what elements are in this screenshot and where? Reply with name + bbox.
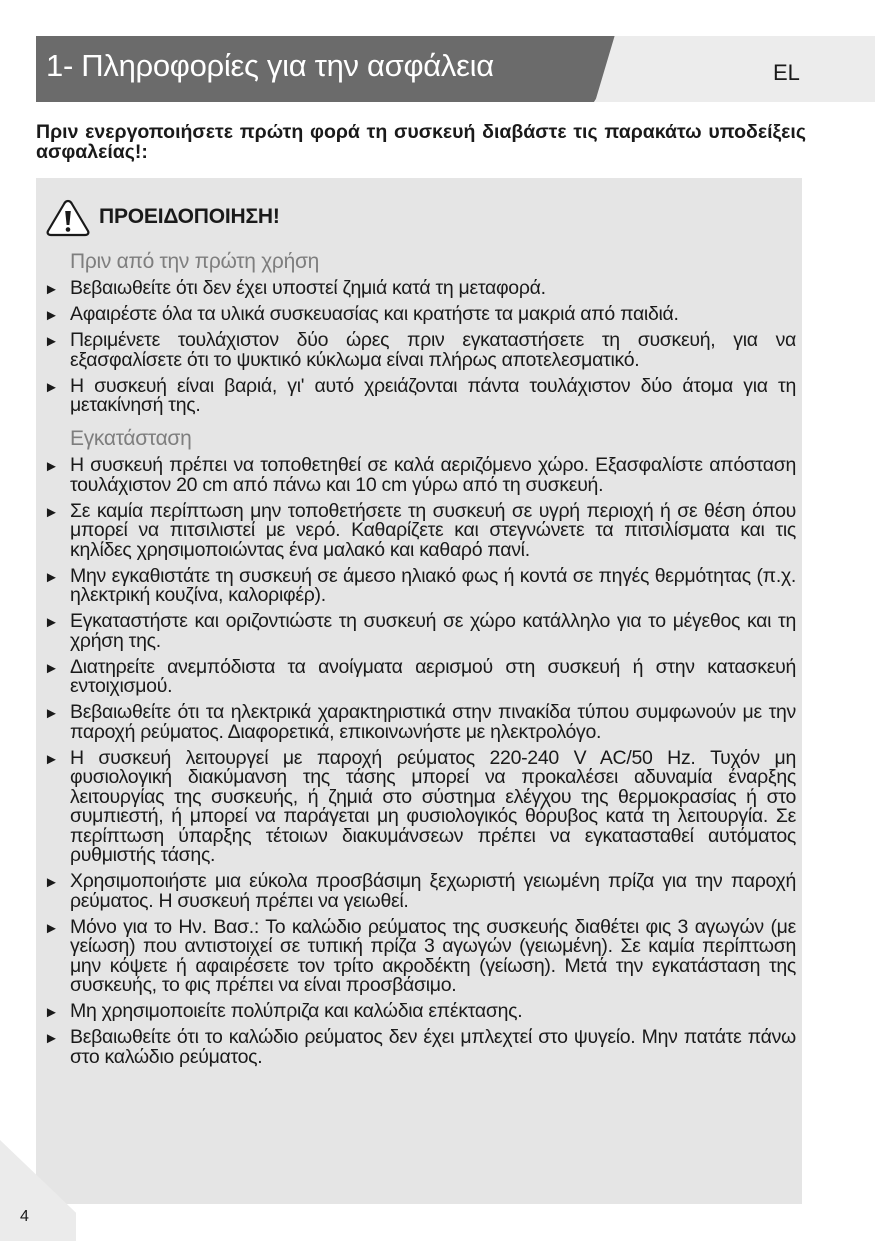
intro-text: Πριν ενεργοποιήσετε πρώτη φορά τη συσκευή διαβάστε τις παρακάτω υποδείξεις ασφαλείας!:: [36, 121, 806, 163]
warning-title: ΠΡΟΕΙΔΟΠΟΙΗΣΗ!: [99, 205, 280, 228]
list-item: ► Η συσκευή πρέπει να τοποθετηθεί σε καλά αεριζόμενο χώρο. Εξασφαλίστε απόσταση τουλάχιστον 20 cm από πάνω και 10 cm γύρω από τη συσκευή.: [44, 456, 796, 495]
section-heading-before-first-use: Πριν από την πρώτη χρήση: [70, 250, 319, 273]
list-item: ► Διατηρείτε ανεμπόδιστα τα ανοίγματα αερισμού στη συσκευή ή στην κατασκευή εντοιχισμού.: [44, 658, 796, 697]
list-item: ► Περιμένετε τουλάχιστον δύο ώρες πριν εγκαταστήσετε τη συσκευή, για να εξασφαλίσετε ότι το ψυκτικό κύκλωμα είναι πλήρως αποτελεσματικό.: [44, 331, 796, 370]
list-before-first-use: [44, 279, 796, 416]
list-item: ► Βεβαιωθείτε ότι τα ηλεκτρικά χαρακτηριστικά στην πινακίδα τύπου συμφωνούν με την παροχή ρεύματος. Διαφορετικά, επικοινωνήστε με ηλεκτρολόγο.: [44, 703, 796, 742]
section-heading-installation: Εγκατάσταση: [70, 427, 192, 450]
header-band-light: [595, 36, 875, 102]
chapter-title: 1- Πληροφορίες για την ασφάλεια: [46, 48, 494, 83]
page-number: 4: [20, 1208, 29, 1225]
warning-header: [44, 197, 280, 237]
list-item: ► Βεβαιωθείτε ότι το καλώδιο ρεύματος δεν έχει μπλεχτεί στο ψυγείο. Μην πατάτε πάνω στο καλώδιο ρεύματος.: [44, 1028, 796, 1067]
list-item: ► Χρησιμοποιήστε μια εύκολα προσβάσιμη ξεχωριστή γειωμένη πρίζα για την παροχή ρεύματος. Η συσκευή πρέπει να γειωθεί.: [44, 872, 796, 911]
list-item: ► Μόνο για το Ην. Βασ.: Το καλώδιο ρεύματος της συσκευής διαθέτει φις 3 αγωγών (με γείωση) που αντιστοιχεί σε τυπική πρίζα 3 αγωγών (γειωμένη). Σε καμία περίπτωση μην κόψετε ή αφαιρέσετε τον τρίτο ακροδέκτη (γείωση). Μετά την εγκατάσταση της συσκευής, το φις πρέπει να είναι προσβάσιμο.: [44, 918, 796, 996]
list-item: ► Η συσκευή είναι βαριά, γι' αυτό χρειάζονται πάντα τουλάχιστον δύο άτομα για τη μετακίνησή της.: [44, 377, 796, 416]
list-installation: [44, 456, 796, 1067]
list-item: ► Μη χρησιμοποιείτε πολύπριζα και καλώδια επέκτασης.: [44, 1002, 796, 1022]
list-item: ► Σε καμία περίπτωση μην τοποθετήσετε τη συσκευή σε υγρή περιοχή ή σε θέση όπου μπορεί να πιτσιλιστεί με νερό. Καθαρίζετε και στεγνώνετε τα πιτσιλίσματα και τις κηλίδες χρησιμοποιώντας ένα μαλακό και καθαρό πανί.: [44, 502, 796, 561]
language-code: EL: [773, 60, 800, 85]
safety-content: [44, 245, 796, 1074]
list-item: ► Εγκαταστήστε και οριζοντιώστε τη συσκευή σε χώρο κατάλληλο για το μέγεθος και τη χρήση της.: [44, 612, 796, 651]
list-item: ► Η συσκευή λειτουργεί με παροχή ρεύματος 220-240 V AC/50 Hz. Τυχόν μη φυσιολογική διακύμανση της τάσης μπορεί να προκαλέσει αδυναμία έναρξης λειτουργίας της συσκευής, ή ζημιά στο σύστημα ελέγχου της θερμοκρασίας ή στο συμπιεστή, ή μπορεί να παράγεται μη φυσιολογικός θόρυβος κατά τη λειτουργία. Σε περίπτωση ύπαρξης τέτοιων διακυμάνσεων πρέπει να εγκατασταθεί αυτόματος ρυθμιστής τάσης.: [44, 749, 796, 866]
list-item: ► Βεβαιωθείτε ότι δεν έχει υποστεί ζημιά κατά τη μεταφορά.: [44, 279, 796, 299]
list-item: ► Αφαιρέστε όλα τα υλικά συσκευασίας και κρατήστε τα μακριά από παιδιά.: [44, 305, 796, 325]
list-item: ► Μην εγκαθιστάτε τη συσκευή σε άμεσο ηλιακό φως ή κοντά σε πηγές θερμότητας (π.χ. ηλεκτρική κουζίνα, καλοριφέρ).: [44, 567, 796, 606]
warning-triangle-icon: [44, 197, 92, 237]
